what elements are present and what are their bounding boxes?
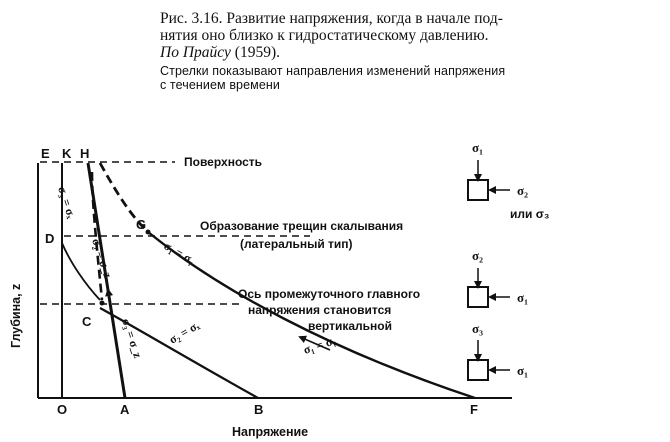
curve-label-s3-sx: σ₃ = σₓ	[55, 184, 79, 221]
curve-label-s1-sy: σ₁ = σᵧ	[161, 238, 197, 268]
stress-top-label-3: σ₃	[472, 321, 483, 336]
stress-box-3	[468, 321, 528, 380]
point-f: F	[470, 402, 478, 417]
curve-label-s2-sx: σ₂ = σₓ	[166, 318, 203, 347]
stress-top-label-1: σ₁	[472, 140, 483, 155]
shear-label-1: Образование трещин скалывания	[200, 219, 404, 233]
stress-top-label-2: σ₂	[472, 248, 483, 263]
curve-label-s1-sy-lower: σ₁ = σᵧ	[301, 333, 338, 357]
point-e: E	[41, 146, 50, 161]
caption-line-2: нятия оно близко к гидростатическому давлению.	[160, 27, 489, 44]
stress-box-1	[468, 140, 549, 221]
stress-side-label-2: σ₁	[517, 290, 528, 305]
line-k-a	[88, 163, 125, 398]
point-c: C	[82, 314, 92, 329]
stress-side-label-1: σ₂	[517, 183, 528, 198]
caption-line-1: Рис. 3.16. Развитие напряжения, когда в начале под-	[160, 10, 503, 27]
point-o: O	[57, 402, 68, 417]
point-g: G	[136, 217, 147, 232]
point-k: K	[62, 146, 72, 161]
point-h: H	[80, 146, 90, 161]
x-axis-label: Напряжение	[232, 425, 309, 439]
point-b: B	[254, 402, 264, 417]
point-c-marker	[100, 301, 105, 306]
axis-label-2: напряжения становится	[248, 303, 392, 317]
curve-label-s3-sz: σ₃ = σ_z	[119, 316, 146, 360]
caption-note-1: Стрелки показывают направления изменений напряжения	[160, 64, 506, 78]
stress-side-label-3: σ₁	[517, 363, 528, 378]
shear-label-2: (латеральный тип)	[240, 237, 353, 251]
caption-author: По Прайсу	[160, 44, 231, 61]
surface-label: Поверхность	[184, 155, 263, 169]
curve-label-s2-sz: σ₂ = σ_z	[89, 236, 116, 280]
caption-note-2: с течением времени	[160, 78, 280, 92]
stress-extra-label-1: или σ₃	[510, 207, 550, 221]
axis-label-1: Ось промежуточного главного	[238, 287, 421, 301]
stress-square-2	[468, 287, 488, 307]
point-g-marker	[146, 230, 151, 235]
caption-year: (1959).	[230, 44, 280, 61]
stress-square-3	[468, 360, 488, 380]
axis-label-3: вертикальной	[308, 319, 392, 333]
point-d: D	[45, 231, 55, 246]
stress-box-2	[468, 248, 528, 307]
y-axis-label: Глубина, z	[9, 283, 23, 348]
stress-square-1	[468, 180, 488, 200]
point-a: A	[120, 402, 130, 417]
